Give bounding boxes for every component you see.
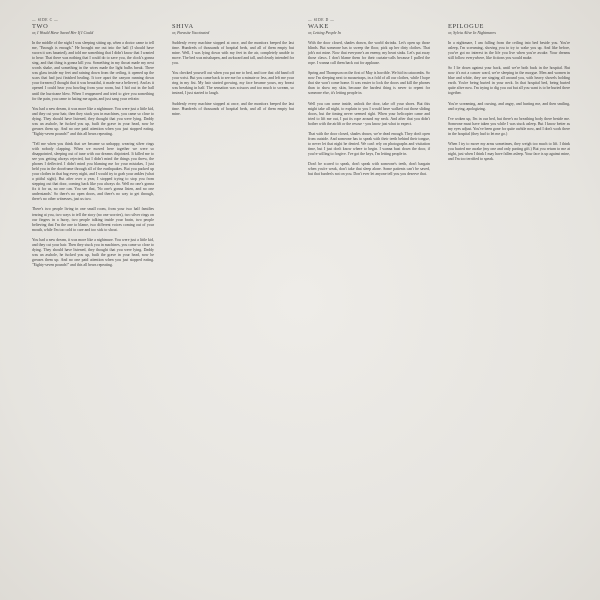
lyric-paragraph: In the middle of the night I was sleeping sitting up, when a doctor came to tell me, "Enough is enough." He brought me out into the hall (I should have sworn it was haunted), and told me something that I didn't know that I wanted to hear: That there was nothing that I could do to save you, the clock's gonna sing, and that thing is gonna kill you. Something in my throat made my next words shake, and something in the wires made the light bulbs break. There was glass inside my feet and raining down from the ceiling, it opened up the scars that had just finished healing. It tore apart the canyon running down your forearm (I thought that it was beautiful, it made me a believer). And as it opened I could hear you howling from your room, but I hid out in the hall until the hurricane blew. When I reappeared and tried to give you something for the pain, you came to hating me again, and just sang your refrain: <box>32 41 154 101</box>
lyric-paragraph: With the door closed, shades drawn, the world shrinks. Let's open up those blinds. But someone has to sweep the floor, pick up her dirty clothes. That job's not mine. Now that everyone's an enemy, my heart sinks. Let's put away those claws. I don't blame them for their curtain-calls because I pulled the rope. I wanna call them back out for applause. <box>308 41 430 66</box>
side-label: — SIDE C — <box>32 18 59 22</box>
lyric-paragraph: "Tell me when you think that we became so unhappy, wearing silver rings with nobody clapping. When we moved here together we were so disappointed, sleeping out of tune with our dreams disjointed. It killed me to see you getting always rejected, but I didn't mind the things you threw, the phones I deflected. I didn't mind you blaming me for your mistakes, I just held you in the doorframe through all of the earthquakes. But you packed up your clothes in that bag every night, and I would try to grab your ankles (what a pitiful sight). But after over a year, I stopped trying to stop you from stepping out that door, coming back like you always do. Well no one's gonna fix it for us, no one can. You see that, 'No one's gonna listen, and no one understands.' So there's no open doors, and there's no way to get through, there's no other witnesses, just us two. <box>32 141 154 202</box>
song-subtitle: or, I Would Have Saved Her If I Could <box>32 30 94 35</box>
lyric-paragraph: Suddenly every machine stopped at once, and the monitors beeped the last time. Hundreds of thousands of hospital beds, and all of them empty but mine. <box>172 101 294 116</box>
song-title: EPILOGUE <box>448 23 485 30</box>
lyric-paragraph: So I lie down against your back, until we're both back in the hospital. But now it's not a cancer ward, we're sleeping in the morgue. Men and women in blue and white, they are singing all around you, with heavy shovels holding earth. You're being buried in your neck. In that hospital bed, being buried quite alive now. I'm trying to dig you out but all you want is to be buried there together. <box>448 66 570 96</box>
song-subtitle: or, Letting People In <box>308 30 341 35</box>
lyric-paragraph: You had a new dream, it was more like a nightmare. You were just a little kid, and they cut your hair. Then they stuck you in machines, you came so close to dying. They should have listened, they thought that you were lying. Daddy was an asshole, he fucked you up, built the grave in your head, now he greases them up. And no one paid attention when you just stopped eating. "Eighty-seven pounds!" and this all bears repeating. <box>32 237 154 267</box>
lyric-paragraph: You had a new dream, it was more like a nightmare. You were just a little kid, and they cut your hair, then they stuck you in machines, you came so close to dying. They should have listened, they thought that you were lying. Daddy was an asshole, he fucked you up, built the grave in your head, now he greases them up. And no one paid attention when you just stopped eating. "Eighty-seven pounds!" and this all bears repeating. <box>32 106 154 136</box>
lyric-paragraph: You checked yourself out when you put me to bed, and tore that old band off your wrist. But you came back to see me for a minute or less, and left me your ring in my fist. My hair started growing, my face became yours, my breast was breaking in half. The sensation was scissors and too much to scream, so instead, I just started to laugh. <box>172 71 294 96</box>
lyric-paragraph: There's two people living in one small room, from your two half families tearing at you, two ways to tell the story (no one worries), two silver rings on our fingers in a hurry, two people talking inside your brain, two people believing that I'm the one to blame, two different voices coming out of your mouth, while I'm too cold to care and too sick to shout. <box>32 207 154 232</box>
song-subtitle: or, Sylvia Alive In Nightmares <box>448 30 496 35</box>
lyrics-column-wake <box>308 18 430 182</box>
lyric-paragraph: I've woken up, I'm in our bed, but there's no breathing body there beside me. Someone must have taken you while I was stuck asleep. But I know better as my eyes adjust. You've been gone for quite awhile now, and I don't work there in the hospital (they had to let me go.) <box>448 116 570 136</box>
side-label: — SIDE D — <box>308 18 335 22</box>
song-title: WAKE <box>308 23 329 30</box>
song-title: TWO <box>32 23 49 30</box>
song-title: SHIVA <box>172 23 194 30</box>
lyric-paragraph: Suddenly every machine stopped at once, and the monitors beeped the last time. Hundreds of thousands of hospital beds, and all of them empty but mine. Well, I was lying down with my feet in the air, completely unable to move. The bed was misshapen, and awkward and tall, and clearly intended for you. <box>172 41 294 66</box>
lyric-paragraph: Spring and Thompson on the first of May is horrible. We hid in catacombs. So now I'm sleeping next to mousetraps, in a fold of all our clothes, while I hope that she won't come home. It was easier to lock the doors and kill the phones than to show my skin, because the hardest thing is never to repent for someone else, it's letting people in. <box>308 71 430 96</box>
lyrics-column-epilogue <box>448 18 570 167</box>
lyric-paragraph: In a nightmare, I am falling from the ceiling into bed beside you. You're asleep, I'm screaming, shoving you to try to wake you up. And like before, you've got no interest in the life you live when you're awake. Your dreams still follow everywhere, like fictions you would make. <box>448 41 570 61</box>
lyric-paragraph: That with the door closed, shades drawn, we're dead enough. They don't open from outside. And someone has to speak with their teeth behind their tongue, to never let that night be denied. We can't rely on photographs and visitation time, but I just don't know where to begin. I wanna bust down the door, if you're willing to forgive. I've got the keys, I'm letting people in. <box>308 131 430 156</box>
lyric-paragraph: Well you can come inside, unlock the door, take off your shoes. But this might take all night, to explain to you I would have walked out those sliding doors, but the timing never seemed right. When your helicopter came and tried to lift me out, I put its rope around my neck. And after that you didn't bother with the airlift or the rescue - you know just what to expect. <box>308 101 430 126</box>
lyrics-column-shiva <box>172 18 294 122</box>
lyrics-column-two <box>32 18 154 273</box>
song-subtitle: or, Parasite Vaccinated <box>172 30 210 35</box>
lyric-paragraph: Don't be scared to speak, don't speak with someone's teeth, don't bargain when you're weak, don't take that sleep alone. Some patients can't be saved, but that burden's not on you. Don't ever let anyone tell you you deserve that. <box>308 161 430 177</box>
lyric-paragraph: When I try to move my arms sometimes, they weigh too much to lift. I think you buried me awake (my one and only parting gift.) But you return to me at night, just when I think I may have fallen asleep. Your face is up against mine, and I'm too terrified to speak. <box>448 141 570 161</box>
lyric-paragraph: You're screaming, and cursing, and angry, and hurting me, and then smiling, and crying, apologizing. <box>448 101 570 111</box>
